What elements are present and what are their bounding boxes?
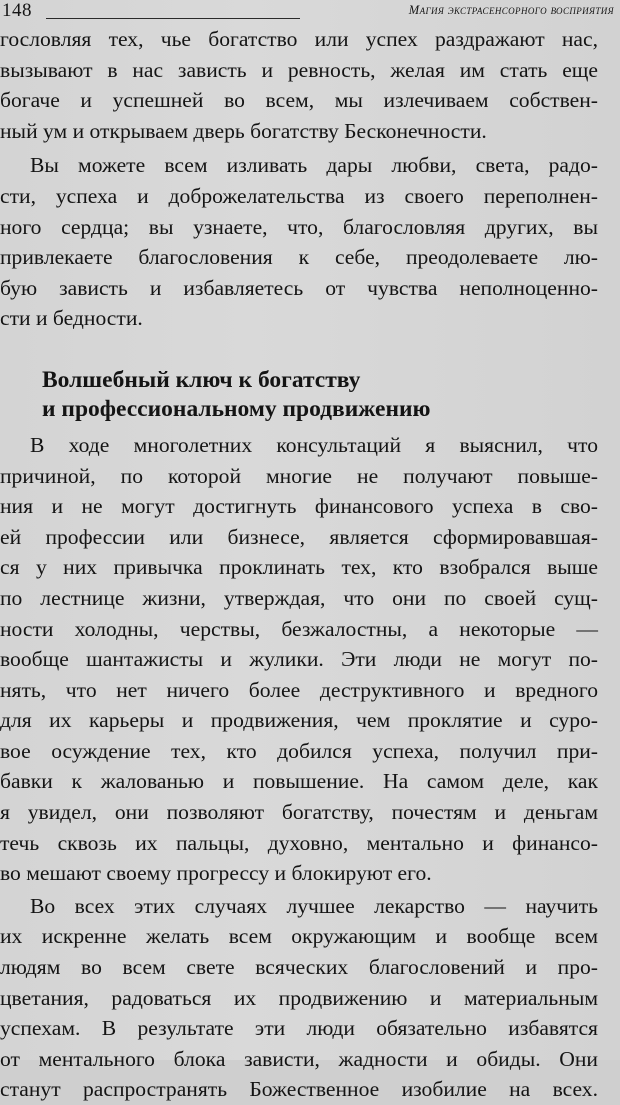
text-line: нять, что нет ничего более деструктивного и вредного	[0, 677, 598, 702]
text-line: во мешают своему прогрессу и блокируют его.	[0, 861, 432, 886]
text-line: сти и бедности.	[0, 306, 143, 331]
paragraph	[0, 150, 598, 334]
text-line: сти, успеха и доброжелательства из своего переполнен-	[0, 183, 598, 208]
paragraph	[0, 891, 598, 1105]
text-line: бую зависть и избавляетесь от чувства неполноценно-	[0, 275, 598, 300]
text-line: их искренне желать всем окружающим и вообще всем	[0, 924, 598, 949]
header-rule	[46, 18, 300, 19]
text-line: вообще шантажисты и жулики. Эти люди не могут по-	[0, 647, 598, 672]
text-line: ния и не могут достигнуть финансового успеха в сво-	[0, 494, 598, 519]
text-line: ности холодны, черствы, безжалостны, а некоторые —	[0, 616, 598, 641]
running-title: Магия экстрасенсорного восприятия	[408, 3, 614, 17]
paragraph	[0, 24, 598, 146]
text-line: вое осуждение тех, кто добился успеха, получил при-	[0, 738, 598, 763]
heading-line: Волшебный ключ к богатству	[42, 366, 361, 393]
text-line: цветания, радоваться их продвижению и материальным	[0, 985, 598, 1010]
text-line: В ходе многолетних консультаций я выяснил, что	[30, 432, 598, 457]
paragraph	[0, 430, 598, 889]
text-line: людям во всем свете всяческих благословений и про-	[0, 955, 598, 980]
text-line: Во всех этих случаях лучшее лекарство — научить	[30, 893, 598, 918]
text-line: вызывают в нас зависть и ревность, желая им стать еще	[0, 57, 598, 82]
text-line: Вы можете всем изливать дары любви, света, радо-	[30, 153, 598, 178]
text-line: привлекаете благословения к себе, преодолеваете лю-	[0, 245, 598, 270]
text-line: ей профессии или бизнесе, является сформировавшая-	[0, 524, 598, 549]
text-line: гословляя тех, чье богатство или успех раздражают нас,	[0, 27, 598, 51]
text-line: бавки к жалованью и повышение. На самом деле, как	[0, 769, 598, 794]
page-body	[0, 24, 598, 1105]
section-gap	[0, 334, 598, 366]
text-line: причиной, по которой многие не получают повыше-	[0, 463, 598, 488]
text-line: от ментального блока зависти, жадности и обиды. Они	[0, 1046, 598, 1071]
text-line: ный ум и открываем дверь богатству Бесконечности.	[0, 118, 487, 143]
text-line: ся у них привычка проклинать тех, кто взобрался выше	[0, 555, 598, 580]
page-number: 148	[2, 0, 32, 21]
text-line: течь сквозь их пальцы, духовно, ментально и финансо-	[0, 830, 598, 855]
heading-line: и профессиональному продвижению	[42, 395, 431, 422]
section-heading	[0, 366, 598, 424]
text-line: станут распространять Божественное изобилие на всех.	[0, 1077, 598, 1102]
text-line: успехам. В результате эти люди обязательно избавятся	[0, 1016, 598, 1041]
text-line: по лестнице жизни, утверждая, что они по своей сущ-	[0, 585, 598, 610]
text-line: богаче и успешней во всем, мы излечиваем собствен-	[0, 88, 598, 113]
text-line: я увидел, они позволяют богатству, почестям и деньгам	[0, 800, 598, 825]
text-line: для их карьеры и продвижения, чем проклятие и суро-	[0, 708, 598, 733]
text-line: ного сердца; вы узнаете, что, благословляя других, вы	[0, 214, 598, 239]
